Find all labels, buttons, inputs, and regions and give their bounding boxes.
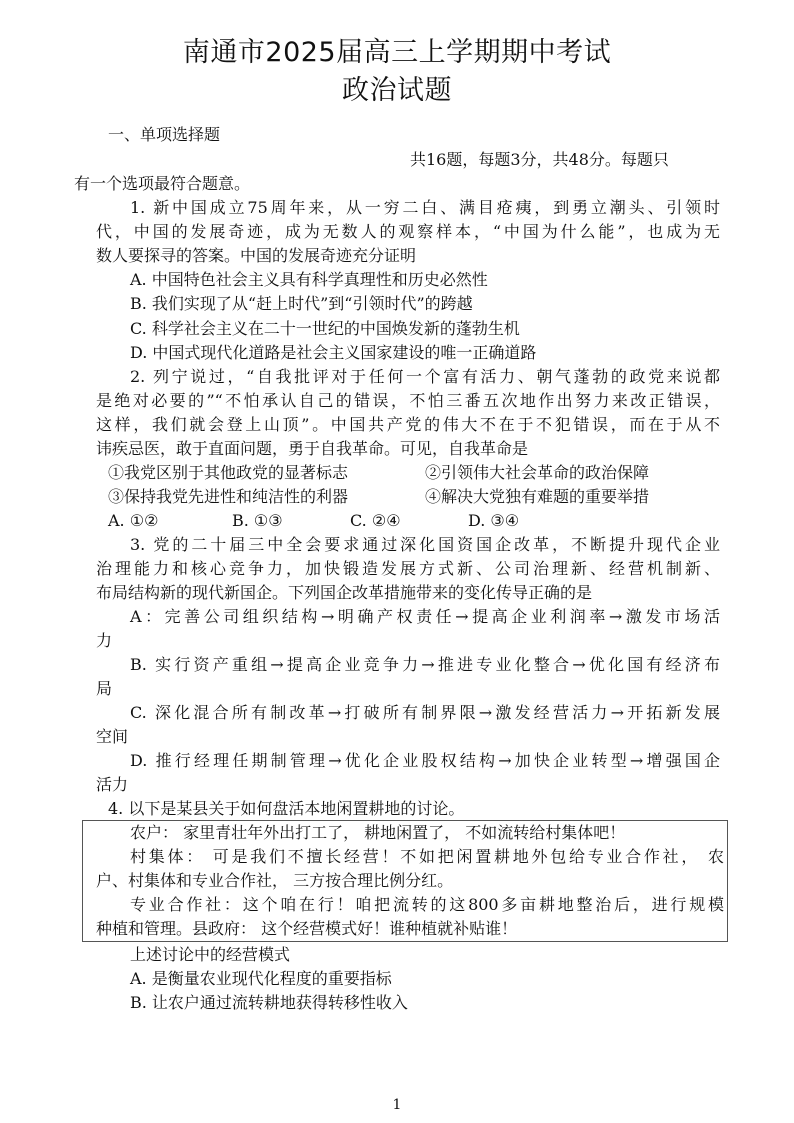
q2-statement-2: ②引领伟大社会革命的政治保障 <box>425 463 650 482</box>
q4-lead: 上述讨论中的经营模式 <box>130 945 291 964</box>
q1-stem-line: 1. 新中国成立75周年来，从一穷二白、满目疮痍，到勇立潮头、引领时 <box>130 198 720 217</box>
page-subtitle: 政治试题 <box>342 75 452 106</box>
q1-stem-line: 数人要探寻的答案。中国的发展奇迹充分证明 <box>96 246 417 265</box>
q1-option-a: A. 中国特色社会主义具有科学真理性和历史必然性 <box>130 270 488 289</box>
q2-option-d: D. ③④ <box>468 511 520 530</box>
q2-stem-line: 是绝对必要的”“不怕承认自己的错误，不怕三番五次地作出努力来改正错误， <box>96 391 720 410</box>
q3-option-a-cont: 力 <box>96 631 113 650</box>
q4-stem: 4. 以下是某县关于如何盘活本地闲置耕地的讨论。 <box>108 799 465 818</box>
page-number: 1 <box>392 1097 402 1113</box>
q3-option-c: C. 深化混合所有制改革→打破所有制界限→激发经营活力→开拓新发展 <box>130 703 720 722</box>
q3-option-b: B. 实行资产重组→提高企业竞争力→推进专业化整合→优化国有经济布 <box>130 655 720 674</box>
q1-stem-line: 代，中国的发展奇迹，成为无数人的观察样本，“中国为什么能”，也成为无 <box>96 222 720 241</box>
q2-statement-4: ④解决大党独有难题的重要举措 <box>425 487 650 506</box>
section-instruction-cont: 有一个选项最符合题意。 <box>74 174 251 193</box>
q1-option-b: B. 我们实现了从“赶上时代”到“引领时代”的跨越 <box>130 294 473 313</box>
q4-box-line: 村集体： 可是我们不擅长经营！不如把闲置耕地外包给专业合作社， 农 <box>130 847 724 866</box>
q3-option-d: D. 推行经理任期制管理→优化企业股权结构→加快企业转型→增强国企 <box>130 751 720 770</box>
q3-stem-line: 3. 党的二十届三中全会要求通过深化国资国企改革，不断提升现代企业 <box>130 535 720 554</box>
q2-statement-3: ③保持我党先进性和纯洁性的利器 <box>108 487 349 506</box>
q4-option-a: A. 是衡量农业现代化程度的重要指标 <box>130 969 392 988</box>
q2-option-c: C. ②④ <box>350 511 401 530</box>
q2-stem-line: 这样，我们就会登上山顶”。中国共产党的伟大不在于不犯错误，而在于从不 <box>96 415 720 434</box>
q1-option-d: D. 中国式现代化道路是社会主义国家建设的唯一正确道路 <box>130 343 537 362</box>
page-title: 南通市2025届高三上学期期中考试 <box>182 37 612 68</box>
q4-option-b: B. 让农户通过流转耕地获得转移性收入 <box>130 993 408 1012</box>
section-instruction: 共16题，每题3分，共48分。每题只 <box>410 150 669 169</box>
q4-box-line: 农户： 家里青壮年外出打工了， 耕地闲置了， 不如流转给村集体吧！ <box>130 823 626 842</box>
q3-option-d-cont: 活力 <box>96 775 129 794</box>
q2-option-b: B. ①③ <box>232 511 283 530</box>
q3-stem-line: 治理能力和核心竞争力，加快锻造发展方式新、公司治理新、经营机制新、 <box>96 559 720 578</box>
q3-option-b-cont: 局 <box>96 679 113 698</box>
q3-option-a: A：完善公司组织结构→明确产权责任→提高企业利润率→激发市场活 <box>130 607 720 626</box>
q1-option-c: C. 科学社会主义在二十一世纪的中国焕发新的蓬勃生机 <box>130 319 520 338</box>
q3-stem-line: 布局结构新的现代新国企。下列国企改革措施带来的变化传导正确的是 <box>96 583 593 602</box>
q3-option-c-cont: 空间 <box>96 727 129 746</box>
q4-box-line: 种植和管理。县政府： 这个经营模式好！谁种植就补贴谁！ <box>96 919 518 938</box>
q2-stem-line: 2. 列宁说过，“自我批评对于任何一个富有活力、朝气蓬勃的政党来说都 <box>130 367 720 386</box>
q2-option-a: A. ①② <box>108 511 159 530</box>
section-heading: 一、单项选择题 <box>108 125 221 144</box>
q2-stem-line: 讳疾忌医，敢于直面问题，勇于自我革命。可见，自我革命是 <box>96 439 529 458</box>
q2-statement-1: ①我党区别于其他政党的显著标志 <box>108 463 349 482</box>
q4-box-line: 户、村集体和专业合作社， 三方按合理比例分红。 <box>96 871 454 890</box>
q4-box-line: 专业合作社：这个咱在行！咱把流转的这800多亩耕地整治后，进行规模 <box>130 895 724 914</box>
